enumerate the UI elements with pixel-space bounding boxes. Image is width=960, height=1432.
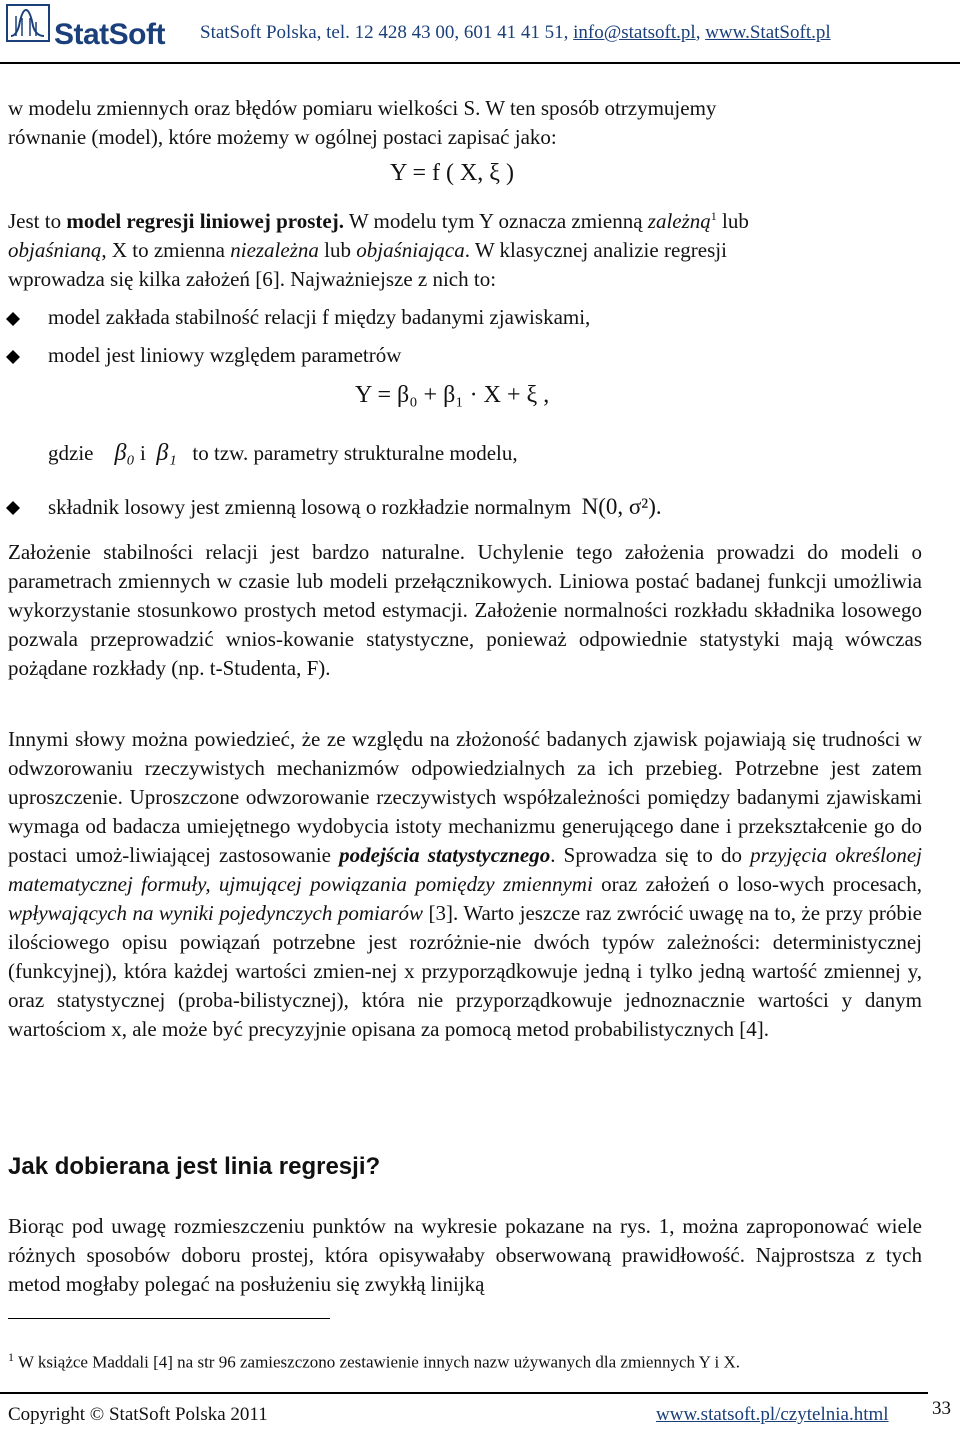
footnote: $^1$ W książce Maddali [4] na str 96 zamieszczono zestawienie innych nazw używanych dla zmiennych Y i X.: [8, 1350, 741, 1372]
page-header: [0, 0, 960, 64]
paragraph-1-line-2: równanie (model), które możemy w ogólnej postaci zapisać jako:: [8, 125, 557, 149]
paragraph-4: Innymi słowy można powiedzieć, że ze względu na złożoność badanych zjawisk pojawiają się trudności w odwzorowaniu rzeczywistych mechanizmów odpowiedzialnych za ich przebieg. Potrzebne jest zatem uproszczenie. Uproszczone odwzorowanie rzeczywistych współzależności pomiędzy badanymi zjawiskami wymaga od badacza umiejętnego wydobycia istoty mechanizmu generującego dane i przekształcenie go do postaci umoż-liwiającej zastosowanie podejścia statystycznego. Sprowadza się to do przyjęcia określonej matematycznej formuły, ujmującej powiązania pomiędzy zmiennymi oraz założeń o loso-wych procesach, wpływających na wyniki pojedynczych pomiarów [3]. Warto jeszcze raz zwrócić uwagę na to, że przy próbie ilościowego opisu powiązań potrzebne jest rozróżnie-nie dwóch typów zależności: deterministycznej (funkcyjnej), która każdej wartości zmien-nej x przyporządkowuje jedną i tylko jedną wartość zmiennej y, oraz statystycznej (proba-bilistycznej), która nie przyporządkowuje jednoznacznie wartości y danym wartościom x, ale może być precyzyjnie opisana za pomocą metod probabilistycznych [4].: [8, 727, 922, 1041]
equation-1: Y = f ( X, ξ ): [390, 160, 514, 186]
bold-model-regresji: model regresji liniowej prostej.: [66, 209, 344, 233]
header-contact: [200, 22, 831, 44]
paragraph-2-line-1: Jest to model regresji liniowej prostej. W modelu tym Y oznacza zmienną zależną$^1$ lub: [8, 209, 749, 233]
logo-text: StatSoft: [54, 18, 165, 51]
paragraph-2-line-2: objaśnianą, X to zmienna niezależna lub objaśniająca. W klasycznej analizie regresji: [8, 238, 727, 262]
paragraph-3: Założenie stabilności relacji jest bardzo naturalne. Uchylenie tego założenia prowadzi do modeli o parametrach zmiennych w czasie lub modeli przełącznikowych. Liniowa postać badanej funkcji umożliwia wykorzystanie stosunkowo prostych metod estymacji. Założenie normalności rozkładu składnika losowego pozwala przeprowadzić wnios-kowanie statystyczne, ponieważ odpowiednie statystyki mają wówczas pożądane rozkłady (np. t-Studenta, F).: [8, 540, 922, 680]
statsoft-logo: [6, 4, 192, 56]
header-website-link[interactable]: www.StatSoft.pl: [705, 22, 831, 43]
footnote-divider: [8, 1318, 330, 1319]
bullet-1: model zakłada stabilność relacji f między badanymi zjawiskami,: [48, 305, 591, 329]
footer-divider: [0, 1392, 928, 1394]
header-divider: [0, 62, 960, 64]
paragraph-1-line-1: w modelu zmiennych oraz błędów pomiaru wielkości S. W ten sposób otrzymujemy: [8, 96, 717, 120]
diamond-bullet-icon: [6, 350, 20, 364]
bullet-2: model jest liniowy względem parametrów: [48, 343, 402, 367]
bold-italic-podejscie: podejścia statystycznego: [339, 843, 551, 867]
paragraph-2-line-3: wprowadza się kilka założeń [6]. Najważniejsze z nich to:: [8, 267, 497, 291]
section-heading: Jak dobierana jest linia regresji?: [8, 1153, 381, 1180]
header-separator: ,: [695, 22, 706, 43]
paragraph-5: Biorąc pod uwagę rozmieszczeniu punktów na wykresie pokazane na rys. 1, można zaproponować wiele różnych sposobów doboru prostej, która opisywałaby obserwowaną prawidłowość. Najprostsza z tych metod mogłaby polegać na posłużeniu się zwykłą linijką: [8, 1214, 922, 1296]
footer-copyright: Copyright © StatSoft Polska 2011: [8, 1404, 268, 1425]
diamond-bullet-icon: [6, 312, 20, 326]
footnote-ref: 1: [710, 209, 717, 223]
gdzie-line: gdzie β₀ i β₁ to tzw. parametry strukturalne modelu,: [48, 440, 518, 466]
page-number: 33: [932, 1398, 951, 1419]
diamond-bullet-icon: [6, 501, 20, 515]
equation-2: Y = β₀ + β₁ · X + ξ ,: [355, 382, 550, 408]
header-email-link[interactable]: info@statsoft.pl: [573, 22, 696, 43]
logo-chart-icon: [6, 4, 50, 42]
footer-link[interactable]: www.statsoft.pl/czytelnia.html: [656, 1404, 889, 1425]
header-company: StatSoft Polska, tel. 12 428 43 00, 601 41 41 51,: [200, 22, 574, 43]
bullet-3: składnik losowy jest zmienną losową o rozkładzie normalnym N(0, σ²).: [48, 494, 662, 519]
